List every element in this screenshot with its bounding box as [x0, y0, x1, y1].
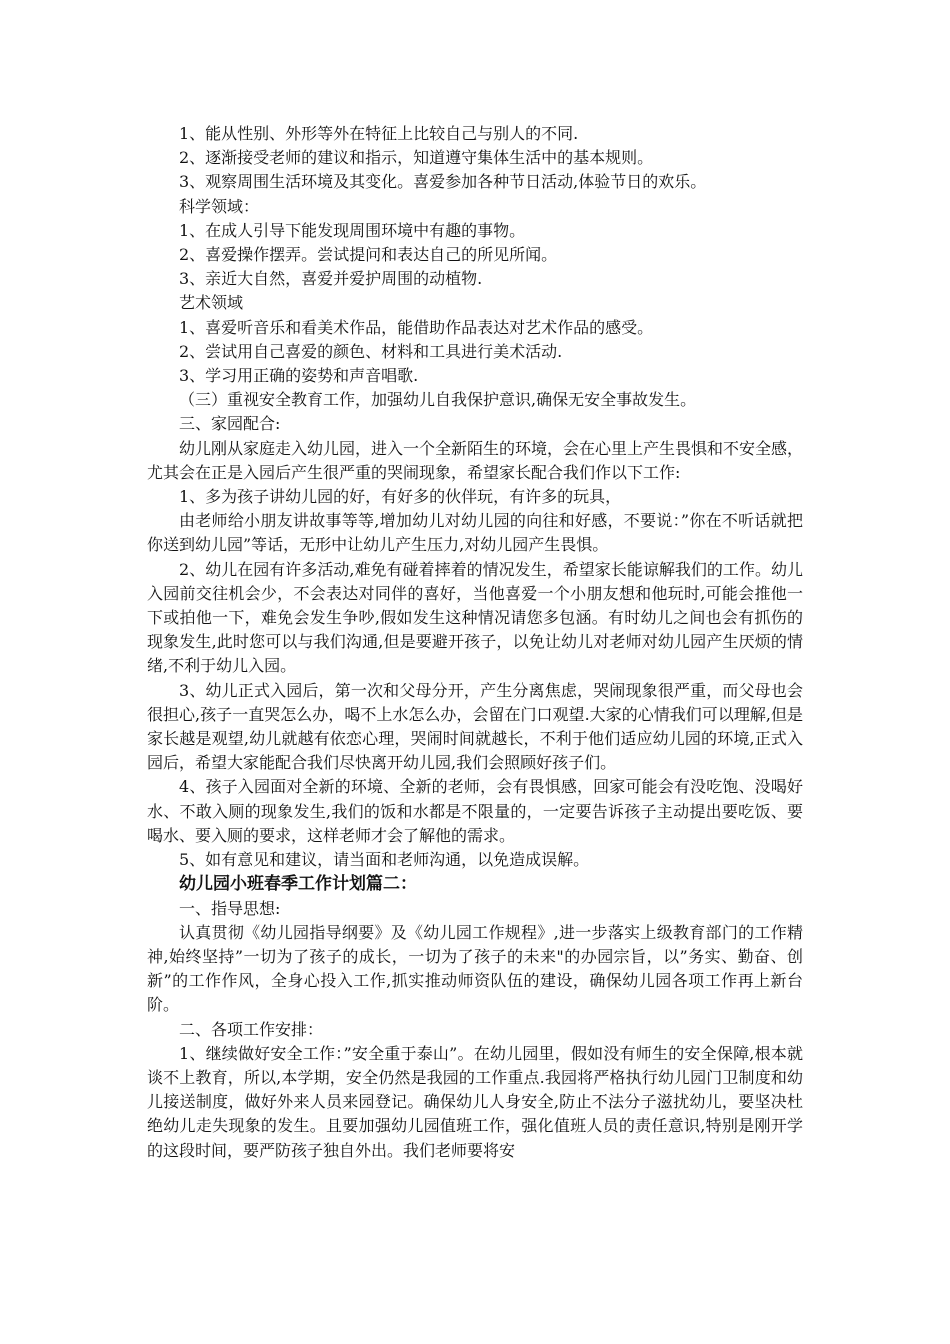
paragraph: 1、能从性别、外形等外在特征上比较自己与别人的不同.: [179, 124, 579, 143]
section-label: 三、家园配合:: [179, 414, 281, 434]
paragraph: 幼儿刚从家庭走入幼儿园，进入一个全新陌生的环境，会在心里上产生畏惧和不安全感，尤其会在正是入园后产生很严重的哭闹现象，希望家长配合我们作以下工作:: [147, 438, 804, 482]
paragraph: 1、喜爱听音乐和看美术作品，能借助作品表达对艺术作品的感受。: [179, 317, 654, 337]
paragraph: 1、继续做好安全工作：”安全重于泰山”。在幼儿园里，假如没有师生的安全保障,根本就谈不上教育，所以,本学期，安全仍然是我园的工作重点.我园将严格执行幼儿园门卫制度和幼儿接送制度，做好外来人员来园登记。确保幼儿人身安全,防止不法分子滋扰幼儿，要坚决杜绝幼儿走失现象的发生。且要加强幼儿园值班工作，强化值班人员的责任意识,特别是刚开学的这段时间，要严防孩子独自外出。我们老师要将安: [147, 1043, 803, 1160]
paragraph: 认真贯彻《幼儿园指导纲要》及《幼儿园工作规程》,进一步落实上级教育部门的工作精神,始终坚持”一切为了孩子的成长，一切为了孩子的未来"的办园宗旨，以”务实、勤奋、创新”的工作作风，全身心投入工作,抓实推动师资队伍的建设，确保幼儿园各项工作再上新台阶。: [147, 922, 803, 1015]
paragraph: 3、幼儿正式入园后，第一次和父母分开，产生分离焦虑，哭闹现象很严重，而父母也会很担心,孩子一直哭怎么办，喝不上水怎么办，会留在门口观望.大家的心情我们可以理解,但是家长越是观望,幼儿就越有依恋心理，哭闹时间就越长，不利于他们适应幼儿园的环境,正式入园后，希望大家能配合我们尽快离开幼儿园,我们会照顾好孩子们。: [147, 680, 803, 773]
document-page: [147, 122, 803, 1163]
paragraph: 5、如有意见和建议，请当面和老师沟通，以免造成误解。: [179, 850, 590, 870]
paragraph: （三）重视安全教育工作，加强幼儿自我保护意识,确保无安全事故发生。: [179, 390, 697, 410]
section-heading: 幼儿园小班春季工作计划篇二：: [179, 874, 417, 895]
section-label: 艺术领域: [179, 293, 244, 313]
paragraph: 1、在成人引导下能发现周围环境中有趣的事物。: [179, 220, 526, 240]
section-label: 一、指导思想:: [179, 898, 281, 918]
paragraph: 由老师给小朋友讲故事等等,增加幼儿对幼儿园的向往和好感，不要说：”你在不听话就把你送到幼儿园”等话，无形中让幼儿产生压力,对幼儿园产生畏惧。: [147, 511, 803, 555]
section-label: 二、各项工作安排：: [179, 1019, 324, 1039]
paragraph: 2、幼儿在园有许多活动,难免有碰着摔着的情况发生，希望家长能谅解我们的工作。幼儿入园前交往机会少，不会表达对同伴的喜好，当他喜爱一个小朋友想和他玩时,可能会推他一下或拍他一下，难免会发生争吵,假如发生这种情况请您多包涵。有时幼儿之间也会有抓伤的现象发生,此时您可以与我们沟通,但是要避开孩子，以免让幼儿对老师对幼儿园产生厌烦的情绪,不利于幼儿入园。: [147, 559, 803, 676]
paragraph: 3、亲近大自然，喜爱并爱护周围的动植物.: [179, 269, 483, 289]
paragraph: 4、孩子入园面对全新的环境、全新的老师，会有畏惧感，回家可能会有没吃饱、没喝好水、不敢入厕的现象发生,我们的饭和水都是不限量的，一定要告诉孩子主动提出要吃饭、要喝水、要入厕的要求，这样老师才会了解他的需求。: [147, 777, 803, 845]
paragraph: 2、喜爱操作摆弄。尝试提问和表达自己的所见所闻。: [179, 245, 558, 265]
paragraph: 1、多为孩子讲幼儿园的好，有好多的伙伴玩，有许多的玩具，: [179, 487, 622, 507]
paragraph: 3、学习用正确的姿势和声音唱歌.: [179, 366, 419, 386]
paragraph: 2、尝试用自己喜爱的颜色、材料和工具进行美术活动.: [179, 341, 563, 361]
section-label: 科学领域：: [179, 196, 260, 216]
paragraph: 2、逐渐接受老师的建议和指示，知道遵守集体生活中的基本规则。: [179, 148, 654, 168]
paragraph: 3、观察周围生活环境及其变化。喜爱参加各种节日活动,体验节日的欢乐。: [179, 172, 707, 192]
